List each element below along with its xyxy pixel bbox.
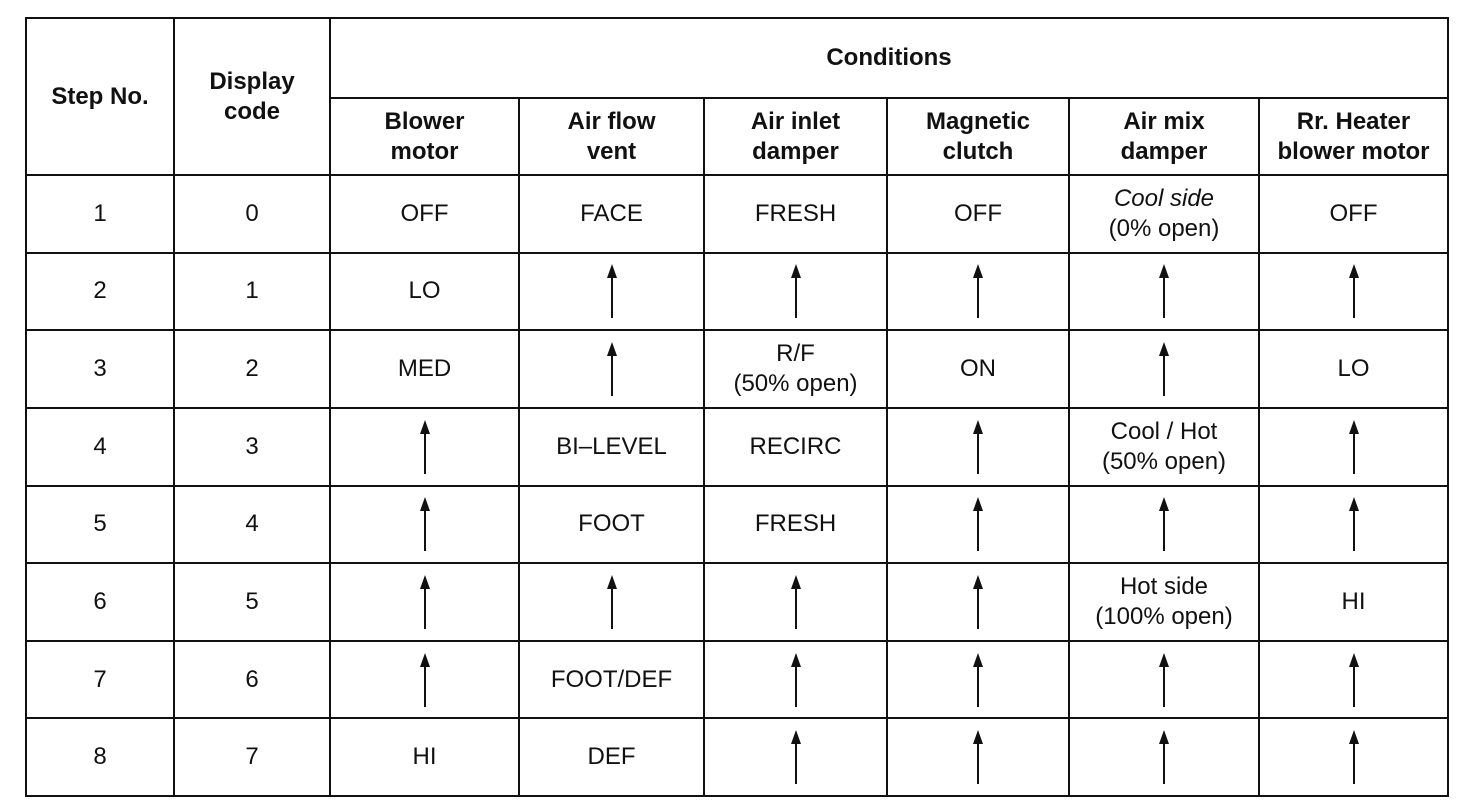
same-as-above-arrow-icon — [971, 730, 985, 784]
cell-text: FOOT/DEF — [550, 665, 673, 693]
cell-text: R/F — [776, 340, 815, 368]
step-no-cell: 4 — [26, 408, 174, 486]
air-inlet-damper-cell — [704, 175, 887, 253]
same-as-above-arrow-icon — [1157, 730, 1171, 784]
table-row — [26, 641, 1448, 719]
air-inlet-damper-cell — [704, 563, 887, 641]
table-row — [26, 330, 1448, 408]
blower-motor-cell — [330, 408, 519, 486]
display-code-cell: 4 — [174, 486, 330, 564]
air-mix-damper-cell — [1069, 563, 1259, 641]
table-row — [26, 175, 1448, 253]
rr-heater-blower-motor-cell — [1259, 253, 1448, 331]
same-as-above-arrow-icon — [789, 264, 803, 318]
step-no-cell: 6 — [26, 563, 174, 641]
magnetic-clutch-cell — [887, 330, 1069, 408]
blower-motor-cell — [330, 330, 519, 408]
cell-text: Cool / Hot — [1110, 417, 1218, 445]
cell-text: BI–LEVEL — [556, 432, 667, 460]
same-as-above-arrow-icon — [789, 653, 803, 707]
step-no-header: Step No. — [26, 18, 174, 175]
same-as-above-arrow-icon — [418, 420, 432, 474]
air-mix-damper-header: Air mix damper — [1069, 98, 1259, 175]
magnetic-clutch-cell — [887, 175, 1069, 253]
table-row — [26, 563, 1448, 641]
blower-motor-cell — [330, 175, 519, 253]
cell-text: (0% open) — [1108, 214, 1220, 242]
same-as-above-arrow-icon — [971, 497, 985, 551]
display-code-header: Display code — [174, 18, 330, 175]
rr-heater-blower-motor-cell — [1259, 718, 1448, 796]
air-inlet-damper-cell — [704, 718, 887, 796]
air-flow-vent-cell — [519, 486, 704, 564]
magnetic-clutch-cell — [887, 563, 1069, 641]
display-code-cell: 3 — [174, 408, 330, 486]
cell-text: FACE — [580, 199, 643, 227]
same-as-above-arrow-icon — [971, 653, 985, 707]
cell-text: OFF — [400, 199, 449, 227]
rr-heater-blower-motor-cell — [1259, 330, 1448, 408]
rr-heater-blower-motor-cell — [1259, 486, 1448, 564]
display-code-cell: 1 — [174, 253, 330, 331]
same-as-above-arrow-icon — [605, 575, 619, 629]
rr-heater-blower-motor-cell — [1259, 641, 1448, 719]
magnetic-clutch-cell — [887, 641, 1069, 719]
blower-motor-cell — [330, 718, 519, 796]
same-as-above-arrow-icon — [418, 653, 432, 707]
rr-heater-blower-motor-cell — [1259, 563, 1448, 641]
display-code-cell: 6 — [174, 641, 330, 719]
table-row — [26, 408, 1448, 486]
cell-text: Cool side — [1113, 184, 1215, 212]
same-as-above-arrow-icon — [1347, 653, 1361, 707]
cell-text: FOOT — [578, 510, 645, 538]
same-as-above-arrow-icon — [1347, 420, 1361, 474]
blower-motor-header: Blower motor — [330, 98, 519, 175]
step-no-cell: 7 — [26, 641, 174, 719]
display-code-cell: 7 — [174, 718, 330, 796]
same-as-above-arrow-icon — [1157, 497, 1171, 551]
cell-text: ON — [960, 355, 996, 383]
same-as-above-arrow-icon — [418, 497, 432, 551]
cell-text: HI — [1341, 587, 1366, 615]
air-flow-vent-cell — [519, 718, 704, 796]
rr-heater-blower-motor-header: Rr. Heater blower motor — [1259, 98, 1448, 175]
same-as-above-arrow-icon — [1347, 497, 1361, 551]
air-flow-vent-cell — [519, 408, 704, 486]
same-as-above-arrow-icon — [789, 575, 803, 629]
air-flow-vent-cell — [519, 253, 704, 331]
display-code-cell: 0 — [174, 175, 330, 253]
same-as-above-arrow-icon — [605, 342, 619, 396]
table-row — [26, 718, 1448, 796]
conditions-header: Conditions — [330, 18, 1448, 98]
cell-text: FRESH — [754, 199, 837, 227]
air-mix-damper-cell — [1069, 718, 1259, 796]
air-inlet-damper-cell — [704, 486, 887, 564]
rr-heater-blower-motor-cell — [1259, 408, 1448, 486]
magnetic-clutch-cell — [887, 253, 1069, 331]
air-mix-damper-cell — [1069, 253, 1259, 331]
same-as-above-arrow-icon — [418, 575, 432, 629]
display-code-cell: 2 — [174, 330, 330, 408]
same-as-above-arrow-icon — [1157, 653, 1171, 707]
cell-text: MED — [397, 355, 452, 383]
same-as-above-arrow-icon — [1347, 730, 1361, 784]
air-inlet-damper-cell — [704, 330, 887, 408]
air-mix-damper-cell — [1069, 330, 1259, 408]
cell-text: LO — [1337, 355, 1370, 383]
air-flow-vent-cell — [519, 563, 704, 641]
same-as-above-arrow-icon — [971, 575, 985, 629]
air-inlet-damper-header: Air inlet damper — [704, 98, 887, 175]
air-flow-vent-cell — [519, 641, 704, 719]
cell-text: (50% open) — [1101, 447, 1227, 475]
cell-text: DEF — [587, 743, 636, 771]
air-flow-vent-header: Air flow vent — [519, 98, 704, 175]
same-as-above-arrow-icon — [789, 730, 803, 784]
display-code-cell: 5 — [174, 563, 330, 641]
blower-motor-cell — [330, 641, 519, 719]
step-no-cell: 8 — [26, 718, 174, 796]
same-as-above-arrow-icon — [971, 264, 985, 318]
magnetic-clutch-header: Magnetic clutch — [887, 98, 1069, 175]
blower-motor-cell — [330, 253, 519, 331]
step-no-cell: 1 — [26, 175, 174, 253]
cell-text: HI — [412, 743, 437, 771]
table-row — [26, 486, 1448, 564]
step-no-cell: 5 — [26, 486, 174, 564]
cell-text: Hot side — [1119, 572, 1209, 600]
cell-text: (100% open) — [1095, 602, 1233, 630]
cell-text: OFF — [954, 199, 1002, 227]
same-as-above-arrow-icon — [1157, 342, 1171, 396]
air-mix-damper-cell — [1069, 175, 1259, 253]
cell-text: FRESH — [754, 510, 837, 538]
magnetic-clutch-cell — [887, 486, 1069, 564]
magnetic-clutch-cell — [887, 718, 1069, 796]
air-inlet-damper-cell — [704, 253, 887, 331]
blower-motor-cell — [330, 563, 519, 641]
same-as-above-arrow-icon — [971, 420, 985, 474]
table-row — [26, 253, 1448, 331]
air-flow-vent-cell — [519, 330, 704, 408]
cell-text: (50% open) — [733, 370, 858, 398]
cell-text: RECIRC — [749, 432, 842, 460]
air-mix-damper-cell — [1069, 641, 1259, 719]
rr-heater-blower-motor-cell — [1259, 175, 1448, 253]
step-no-cell: 2 — [26, 253, 174, 331]
air-flow-vent-cell — [519, 175, 704, 253]
air-mix-damper-cell — [1069, 486, 1259, 564]
same-as-above-arrow-icon — [1157, 264, 1171, 318]
blower-motor-cell — [330, 486, 519, 564]
same-as-above-arrow-icon — [1347, 264, 1361, 318]
ac-test-conditions-table — [25, 17, 1449, 797]
air-mix-damper-cell — [1069, 408, 1259, 486]
magnetic-clutch-cell — [887, 408, 1069, 486]
cell-text: OFF — [1329, 199, 1378, 227]
cell-text: LO — [408, 277, 441, 305]
step-no-cell: 3 — [26, 330, 174, 408]
same-as-above-arrow-icon — [605, 264, 619, 318]
air-inlet-damper-cell — [704, 408, 887, 486]
air-inlet-damper-cell — [704, 641, 887, 719]
